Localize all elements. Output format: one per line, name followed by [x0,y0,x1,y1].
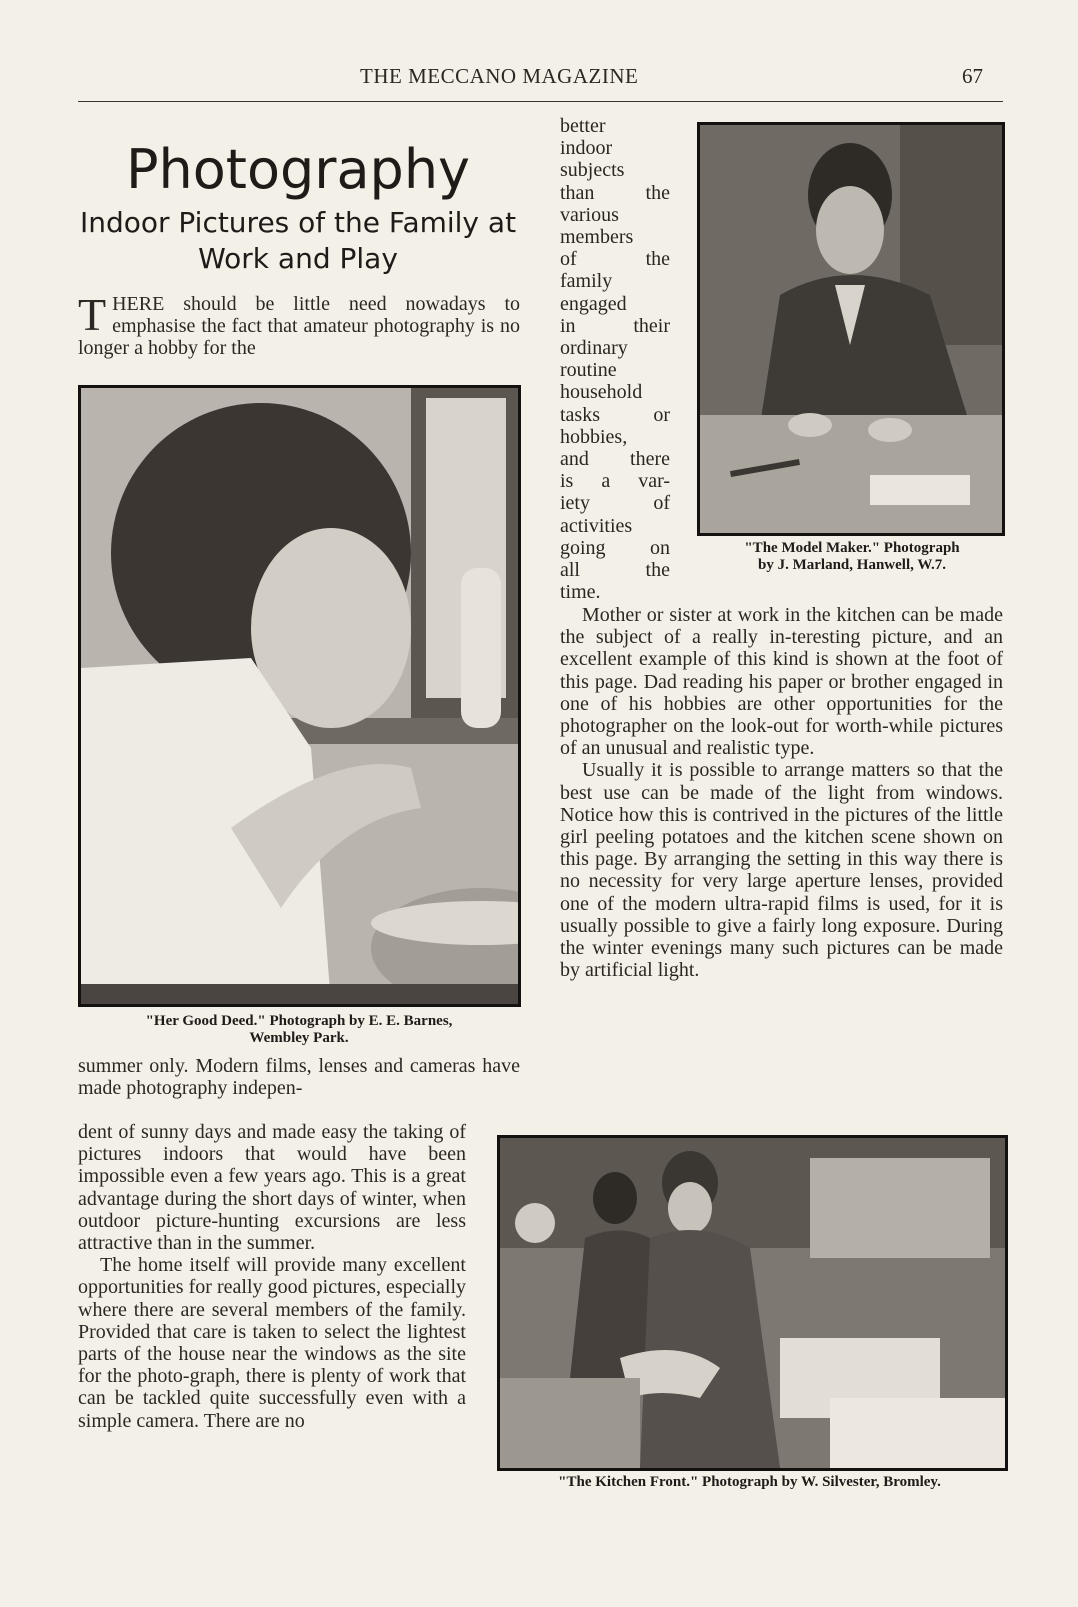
text-line: activities [560,514,633,537]
caption-line: by J. Marland, Hanwell, W.7. [758,557,946,573]
caption-line: "Her Good Deed." Photograph by E. E. Barnes, [145,1013,453,1029]
text-line: household [560,381,643,404]
text-line: engaged [560,292,627,315]
text-line: all the [560,559,670,582]
article-subtitle: Indoor Pictures of the Family at Work and Play [79,206,517,275]
text-line: hobbies, [560,425,628,448]
text-line: of the [560,248,670,271]
text-line: is a var- [560,470,670,493]
paragraph: Usually it is possible to arrange matters so that the best use can be made of the light from windows. Notice how this is contrived in the pictures of the little girl peeling potatoes and the kitchen scene shown on this page. By arranging the setting in this way there is no necessity for very large aperture lenses, provided one of the modern ultra-rapid films is used, for it is usually possible to give a fairly long exposure. During the winter evenings many such pictures can be made by artificial light. [560,759,1003,982]
text-line: family [560,270,613,293]
header-rule [78,101,1003,102]
text-line: than the [560,181,670,204]
caption-model-maker [697,540,1007,574]
article-title: Photography [125,138,471,201]
column2-text [560,604,1003,981]
intro-text: HERE should be little need nowadays to emphasise the fact that amateur photography is no longer a hobby for the [78,293,520,360]
text-line: members [560,226,634,249]
caption-her-good-deed [78,1013,520,1047]
paragraph: The home itself will provide many excellent opportunities for really good pictures, especially where there are several members of the family. Provided that care is taken to select the lightest parts of the house near the windows as the site for the photo-graph, there is plenty of work that can be tackled quite successfully even with a simple camera. There are no [78,1254,466,1432]
text-line: indoor [560,137,613,160]
column1-narrow [78,1121,466,1432]
text-line: time. [560,581,601,604]
text-line: ordinary [560,337,628,360]
intro-paragraph [78,289,520,360]
text-line: in their [560,314,670,337]
text-line: and there [560,448,670,471]
text-line: various [560,203,619,226]
photo-her-good-deed [78,385,521,1007]
page-number: 67 [962,64,983,88]
text-line: subjects [560,159,625,182]
column1-continuation: summer only. Modern films, lenses and cameras have made photography indepen- [78,1055,520,1100]
text-line: better [560,115,606,137]
caption-line: Wembley Park. [249,1030,349,1046]
paragraph: Mother or sister at work in the kitchen can be made the subject of a really in-teresting picture, and an excellent example of this kind is shown at the foot of this page. Dad reading his paper or brother engaged in one of his hobbies are other opportunities for the photographer on the look-out for worth-while pictures of an unusual and realistic type. [560,604,1003,760]
drop-cap: T [78,289,107,340]
text-line: going on [560,536,670,559]
magazine-title: THE MECCANO MAGAZINE [360,64,639,88]
photo-model-maker [697,122,1005,536]
text-line: iety of [560,492,670,515]
caption-kitchen-front: "The Kitchen Front." Photograph by W. Silvester, Bromley. [558,1474,941,1490]
text-line: routine [560,359,617,382]
paragraph: dent of sunny days and made easy the taking of pictures indoors that would have been impossible even a few years ago. This is a great advantage during the short days of winter, when outdoor picture-hunting excursions are less attractive than in the summer. [78,1121,466,1255]
text-line: tasks or [560,403,670,426]
column2-narrow [560,115,670,603]
photo-kitchen-front [497,1135,1008,1471]
caption-line: "The Model Maker." Photograph [744,540,960,556]
